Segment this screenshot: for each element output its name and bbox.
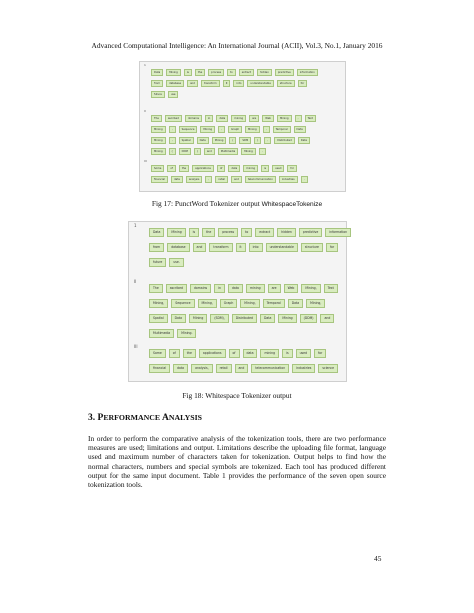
token-chip: (SDM), xyxy=(210,314,228,323)
token-chip: in xyxy=(205,115,213,122)
token-row xyxy=(149,364,338,373)
token-chip: (DDM) xyxy=(300,314,318,323)
token-chip: analysis, xyxy=(191,364,213,373)
token-chip: hidden xyxy=(257,69,272,76)
token-chip: SDM xyxy=(239,137,251,144)
token-chip: , xyxy=(295,115,302,122)
token-chip: data xyxy=(243,349,258,358)
figure17-token-panel xyxy=(139,61,346,192)
token-chip: structure xyxy=(277,80,295,87)
figure17-caption-prefix: Fig 17: PunctWord Tokenizer output xyxy=(151,199,262,208)
token-chip: to xyxy=(227,69,236,76)
token-chip: it xyxy=(223,80,231,87)
token-chip: predictive xyxy=(299,228,322,237)
token-chip: for xyxy=(314,349,326,358)
token-chip: Mining xyxy=(277,115,292,122)
token-row xyxy=(151,126,306,133)
token-chip: Mining xyxy=(241,148,256,155)
token-chip: Spatial xyxy=(179,137,194,144)
token-chip: Mining, xyxy=(149,299,168,308)
token-row xyxy=(149,299,325,308)
token-chip: of xyxy=(167,165,176,172)
token-chip: applications xyxy=(192,165,214,172)
token-chip: of xyxy=(217,165,226,172)
token-chip: Temporal xyxy=(273,126,291,133)
token-chip: Distributed xyxy=(232,314,257,323)
token-chip: future xyxy=(149,258,166,267)
token-chip: Multimedia xyxy=(149,329,174,338)
token-chip: The xyxy=(151,115,162,122)
section-heading-part4: NALYSIS xyxy=(168,413,202,422)
token-chip: use xyxy=(168,91,179,98)
token-chip: use. xyxy=(169,258,183,267)
token-chip: in xyxy=(214,284,225,293)
token-chip: . xyxy=(259,148,266,155)
group-marker: II xyxy=(134,279,137,284)
token-chip: future xyxy=(151,91,165,98)
token-chip: into xyxy=(233,80,244,87)
token-chip: information xyxy=(325,228,351,237)
token-chip: , xyxy=(169,126,176,133)
token-chip: Mining xyxy=(278,314,296,323)
token-chip: from xyxy=(151,80,163,87)
token-chip: extract xyxy=(255,228,274,237)
token-chip: retail xyxy=(216,364,232,373)
token-chip: Text xyxy=(305,115,316,122)
token-chip: and xyxy=(193,243,207,252)
group-marker: II xyxy=(144,109,146,113)
token-row xyxy=(149,243,338,252)
token-chip: hidden xyxy=(277,228,296,237)
token-chip: and xyxy=(187,80,198,87)
token-chip: is xyxy=(261,165,269,172)
token-chip: Mining xyxy=(167,228,185,237)
token-chip: are xyxy=(249,115,259,122)
token-chip: domains xyxy=(190,284,211,293)
token-chip: structure xyxy=(301,243,323,252)
token-chip: mining xyxy=(260,349,279,358)
token-chip: database xyxy=(167,243,189,252)
token-row xyxy=(149,258,184,267)
token-row xyxy=(149,284,338,293)
token-chip: Mining xyxy=(151,148,166,155)
token-chip: is xyxy=(184,69,192,76)
token-chip: into xyxy=(249,243,263,252)
token-chip: financial xyxy=(149,364,170,373)
token-chip: data xyxy=(171,176,183,183)
token-chip: analysis xyxy=(186,176,203,183)
token-chip: Some xyxy=(151,165,164,172)
token-chip: the xyxy=(202,228,215,237)
token-chip: industries xyxy=(279,176,298,183)
token-chip: mining xyxy=(231,115,246,122)
token-chip: transform xyxy=(209,243,232,252)
token-chip: used xyxy=(296,349,311,358)
section-heading-part3: A xyxy=(162,413,169,423)
token-chip: ( xyxy=(169,148,176,155)
token-chip: ) xyxy=(254,137,261,144)
token-chip: the xyxy=(183,349,196,358)
token-chip: data xyxy=(173,364,188,373)
token-row xyxy=(149,228,351,237)
token-chip: Data xyxy=(260,314,275,323)
token-chip: telecommunication xyxy=(251,364,289,373)
token-chip: Mining, xyxy=(198,299,217,308)
token-chip: Mining xyxy=(166,69,181,76)
token-chip: , xyxy=(218,126,225,133)
token-chip: Mining xyxy=(200,126,215,133)
token-chip: mining xyxy=(246,284,265,293)
token-chip: is xyxy=(189,228,199,237)
token-row xyxy=(149,349,326,358)
section-heading-part2: ERFORMANCE xyxy=(103,413,163,422)
journal-header: Advanced Computational Intelligence: An International Journal (ACII), Vol.3, No.1, January 2016 xyxy=(91,41,383,50)
token-chip: transform xyxy=(201,80,220,87)
token-chip: industries xyxy=(292,364,315,373)
token-chip: process xyxy=(218,228,238,237)
token-chip: and xyxy=(231,176,242,183)
group-marker: III xyxy=(134,344,138,349)
token-chip: The xyxy=(149,284,163,293)
token-chip: , xyxy=(263,126,270,133)
token-chip: from xyxy=(149,243,164,252)
group-marker: 1 xyxy=(134,223,137,228)
token-chip: Distributed xyxy=(274,137,294,144)
token-chip: information xyxy=(297,69,318,76)
token-chip: Data xyxy=(288,299,303,308)
token-row xyxy=(151,137,310,144)
token-row xyxy=(151,69,318,76)
token-chip: and xyxy=(320,314,334,323)
token-chip: Data xyxy=(197,137,209,144)
token-chip: of xyxy=(229,349,240,358)
token-chip: Data xyxy=(171,314,186,323)
token-chip: Mining, xyxy=(306,299,325,308)
token-chip: understandable xyxy=(266,243,298,252)
token-row xyxy=(151,91,178,98)
token-row xyxy=(151,165,297,172)
token-chip: Sequence xyxy=(179,126,198,133)
token-chip: understandable xyxy=(247,80,273,87)
token-chip: Sequence xyxy=(171,299,194,308)
section-heading xyxy=(88,412,202,424)
token-chip: is xyxy=(282,349,292,358)
token-chip: for xyxy=(287,165,297,172)
token-chip: , xyxy=(264,137,271,144)
token-chip: ( xyxy=(229,137,236,144)
token-chip: Web xyxy=(284,284,299,293)
token-chip: ascribed xyxy=(166,284,187,293)
token-chip: Mining, xyxy=(240,299,259,308)
token-chip: Data xyxy=(298,137,310,144)
token-chip: the xyxy=(179,165,189,172)
figure18-caption: Fig 18: Whitespace Tokenizer output xyxy=(182,391,292,400)
token-chip: database xyxy=(166,80,184,87)
token-chip: retail xyxy=(215,176,228,183)
token-chip: predictive xyxy=(275,69,294,76)
body-paragraph: In order to perform the comparative analysis of the tokenization tools, there are two performance measures are used; limitations and output. Limitations describe the uploading file format, language used and maximum number of characters taken for tokenization. Output helps to find how the normal characters, numbers and special symbols are tokenized. Each tool has produced different output for the same input document. Table 1 provides the performance of the seven open source tokenization tools. xyxy=(88,434,386,490)
token-chip: of xyxy=(169,349,180,358)
token-chip: Mining xyxy=(245,126,260,133)
token-row xyxy=(149,314,334,323)
token-chip: Data xyxy=(149,228,164,237)
token-chip: data xyxy=(216,115,228,122)
token-chip: DDM xyxy=(179,148,191,155)
token-chip: Mining. xyxy=(177,329,196,338)
token-chip: Data xyxy=(151,69,163,76)
token-chip: . xyxy=(301,176,308,183)
token-row xyxy=(151,176,308,183)
token-row xyxy=(151,80,307,87)
token-chip: and xyxy=(235,364,249,373)
token-chip: Mining xyxy=(151,137,166,144)
token-chip: Graph xyxy=(228,126,242,133)
token-chip: Mining xyxy=(151,126,166,133)
group-marker: 1 xyxy=(144,63,146,67)
token-chip: Mining xyxy=(212,137,227,144)
token-chip: it xyxy=(236,243,246,252)
token-row xyxy=(151,115,316,122)
token-chip: Multimedia xyxy=(218,148,238,155)
token-chip: Text xyxy=(324,284,338,293)
token-chip: ) xyxy=(194,148,201,155)
token-chip: Spatial xyxy=(149,314,168,323)
section-heading-part1: 3. P xyxy=(88,413,104,423)
token-chip: science xyxy=(318,364,338,373)
token-chip: data xyxy=(228,284,243,293)
token-chip: to xyxy=(241,228,252,237)
token-chip: for xyxy=(326,243,338,252)
token-chip: used xyxy=(272,165,284,172)
token-chip: Mining xyxy=(189,314,207,323)
token-chip: , xyxy=(169,137,176,144)
token-chip: Mining, xyxy=(301,284,320,293)
figure17-caption-suffix: WhitespaceTokenize xyxy=(261,201,323,208)
token-chip: , xyxy=(205,176,212,183)
token-row xyxy=(151,148,266,155)
group-marker: III xyxy=(144,159,147,163)
token-chip: Graph xyxy=(220,299,238,308)
token-chip: Data xyxy=(294,126,306,133)
token-chip: financial xyxy=(151,176,168,183)
token-row xyxy=(149,329,196,338)
token-chip: domains xyxy=(185,115,202,122)
token-chip: mining xyxy=(243,165,258,172)
token-chip: are xyxy=(268,284,281,293)
token-chip: Temporal xyxy=(263,299,285,308)
token-chip: telecommunication xyxy=(245,176,276,183)
figure17-caption xyxy=(0,199,474,209)
token-chip: extract xyxy=(239,69,254,76)
token-chip: the xyxy=(195,69,205,76)
token-chip: applications xyxy=(199,349,226,358)
token-chip: Some xyxy=(149,349,166,358)
figure18-token-panel xyxy=(128,221,347,382)
token-chip: data xyxy=(228,165,240,172)
token-chip: and xyxy=(204,148,215,155)
token-chip: for xyxy=(298,80,308,87)
token-chip: process xyxy=(208,69,224,76)
page-number: 45 xyxy=(374,554,382,563)
token-chip: ascribed xyxy=(165,115,182,122)
token-chip: Web xyxy=(262,115,274,122)
